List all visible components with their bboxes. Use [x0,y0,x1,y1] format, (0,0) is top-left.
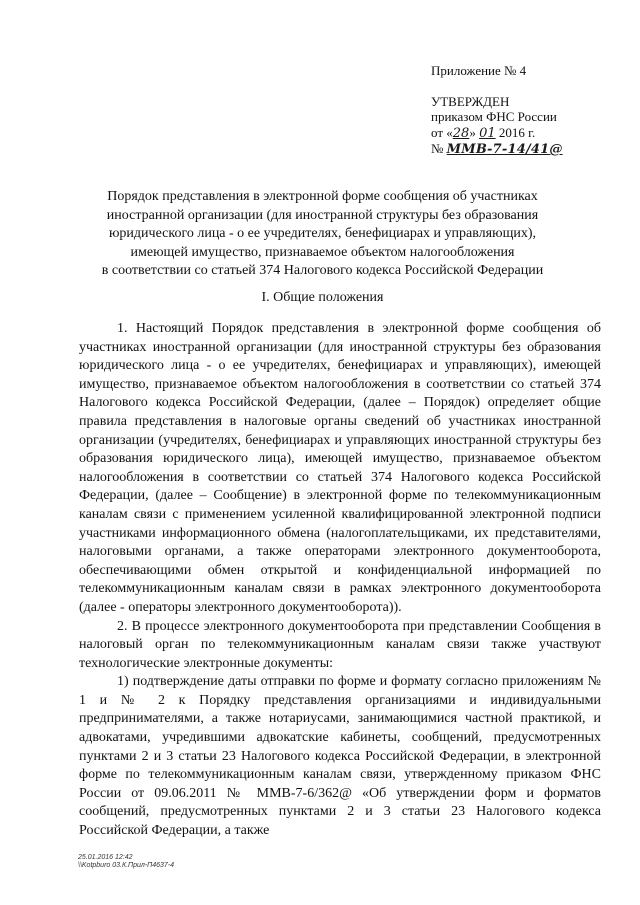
footer-stamp [78,854,174,870]
document-body [79,320,601,841]
order-number [431,141,563,158]
number-handwritten: ММВ-7-14/41@ [446,142,563,157]
order-label: приказом ФНС России [431,109,557,124]
title-line: юридического лица - о ее учредителях, бенефициарах и управляющих), [108,226,537,242]
date-prefix: от « [431,124,453,140]
footer-timestamp: 25.01.2016 12:42 [78,854,133,861]
date-mid: » [469,124,476,140]
appendix-label: Приложение № 4 [431,63,527,78]
number-prefix: № [431,141,444,156]
section-heading: I. Общие положения [261,290,384,305]
date-year: 2016 г. [498,124,536,140]
title-line: имеющей имущество, признаваемое объектом налогообложения [130,244,515,260]
order-date [431,125,563,142]
approved-label: УТВЕРЖДЕН [431,93,510,109]
paragraph: 1. Настоящий Порядок представления в электронной форме сообщения об участниках иностранной организации (для иностранной структуры без образования юридического лица - о ее учредителях, бенефициарах и управляющих), имеющей имущество, признаваемое объектом налогообложения в соответствии со статьей 374 Налогового кодекса Российской Федерации, (далее – Порядок) определяет общие правила представления в налоговые органы сведений об участниках иностранной организации (учредителях, бенефициарах и управляющих иностранной структуры без образования юридического лица), имеющей имущество, признаваемое объектом налогообложения в соответствии со статьей 374 Налогового кодекса Российской Федерации, (далее – Сообщение) в электронной форме по телекоммуникационным каналам связи с применением усиленной квалифицированной электронной подписи участниками информационного обмена (налогоплательщиками, их представителями, налоговыми органами, а также операторами электронного документооборота, обеспечивающими обмен открытой и конфиденциальной информацией по телекоммуникационным каналам связи в рамках электронного документооборота (далее - операторы электронного документооборота)). [79,321,601,615]
date-month: 01 [479,125,496,141]
paragraph: 1) подтверждение даты отправки по форме и формату согласно приложениям № 1 и № 2 к Порядку представления организациями и индивидуальными предпринимателями, а также нотариусами, занимающимися частной практикой, и адвокатами, учредившими адвокатские кабинеты, сообщений, предусмотренных пунктами 2 и 3 статьи 23 Налогового кодекса Российской Федерации, в электронной форме по телекоммуникационным каналам связи, утвержденному приказом ФНС России от 09.06.2011 № ММВ-7-6/362@ «Об утверждении форм и форматов сообщений, предусмотренных пунктами 2 и 3 статьи 23 Налогового кодекса Российской Федерации, а также [79,674,601,839]
title-line: иностранной организации (для иностранной структуры без образования [106,207,539,223]
paragraph: 2. В процессе электронного документооборота при представлении Сообщения в налоговый орган по телекоммуникационным каналам связи также участвуют технологические электронные документы: [79,618,601,671]
title-line: Порядок представления в электронной форме сообщения об участниках [107,189,538,204]
footer-filepath: \\Kotpburo 03.К.Прил-П4637-4 [78,862,175,869]
date-day: 28 [452,125,470,141]
document-title [80,188,565,281]
title-line: в соответствии со статьей 374 Налогового кодекса Российской Федерации [101,263,544,279]
approval-block [431,63,563,158]
